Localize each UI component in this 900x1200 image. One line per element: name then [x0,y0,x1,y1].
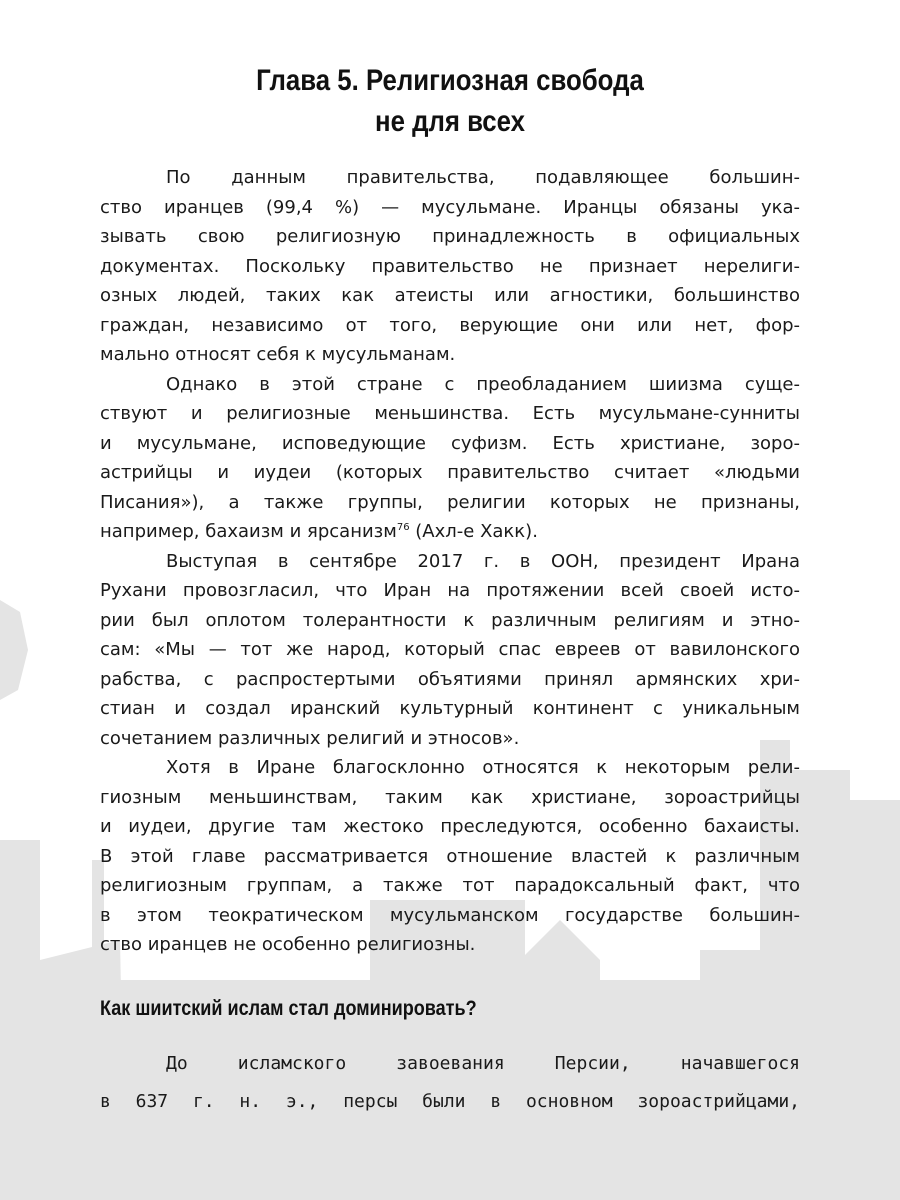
chapter-title [149,60,751,142]
text-line: В этой главе рассматривается отношение властей к различным [100,845,800,867]
chapter-title-line-1: Глава 5. Религиозная свобода [256,64,644,97]
text-fragment: (Ахл-е Хакк). [409,521,538,542]
text-line: ство иранцев не особенно религиозны. [100,934,476,955]
text-line: ствуют и религиозные меньшинства. Есть мусульмане-сунниты [100,403,800,424]
paragraph [100,547,800,754]
text-line: граждан, независимо от того, верующие они или нет, фор- [100,314,800,336]
text-line: документах. Поскольку правительство не признает нерелиги- [100,255,800,277]
text-line: Однако в этой стране с преобладанием шиизма суще- [166,373,800,395]
chapter-body [100,163,800,960]
text-line: зывать свою религиозную принадлежность в официальных [100,226,800,247]
text-line: и мусульмане, исповедующие суфизм. Есть христиане, зоро- [100,432,800,454]
text-line: сам: «Мы — тот же народ, который спас евреев от вавилонского [100,639,800,660]
text-line: Хотя в Иране благосклонно относятся к некоторым рели- [166,757,800,778]
section-heading: Как шиитский ислам стал доминировать? [100,997,477,1020]
paragraph [100,370,800,547]
text-line: Писания»), а также группы, религии которых не признаны, [100,491,800,513]
footnote-marker[interactable]: 76 [396,522,410,533]
text-line: сочетанием различных религий и этносов». [100,727,520,749]
text-line: религиозным группам, а также тот парадоксальный факт, что [100,875,800,896]
paragraph [100,753,800,960]
paragraph [100,163,800,370]
text-line: Рухани провозгласил, что Иран на протяжении всей своей исто- [100,580,800,601]
text-line: стиан и создал иранский культурный континент с уникальным [100,698,800,719]
text-line: в этом теократическом мусульманском государстве большин- [100,904,800,926]
text-line: Выступая в сентябре 2017 г. в ООН, президент Ирана [166,550,800,572]
chapter-title-line-2: не для всех [374,105,526,138]
text-line: рабства, с распростертыми объятиями принял армянских хри- [100,668,800,690]
text-line: астрийцы и иудеи (которых правительство считает «людьми [100,462,800,483]
text-line: рии был оплотом толерантности к различным религиям и этно- [100,609,800,631]
text-line: гиозным меньшинствам, таким как христиане, зороастрийцы [100,786,800,808]
text-line: ство иранцев (99,4 %) — мусульмане. Иранцы обязаны ука- [100,196,800,218]
text-line: и иудеи, другие там жестоко преследуются, особенно бахаисты. [100,816,800,837]
text-line: До исламского завоевания Персии, начавшегося [166,1053,800,1074]
text-line: озных людей, таких как атеисты или агностики, большинство [100,285,800,306]
text-line: По данным правительства, подавляющее большин- [166,167,800,188]
text-fragment: например, бахаизм и ярсанизм [100,521,397,542]
text-line: в 637 г. н. э., персы были в основном зороастрийцами, [100,1091,800,1112]
text-line-with-footnote [100,517,800,547]
text-line: мально относят себя к мусульманам. [100,344,456,365]
section-body [100,1045,800,1121]
